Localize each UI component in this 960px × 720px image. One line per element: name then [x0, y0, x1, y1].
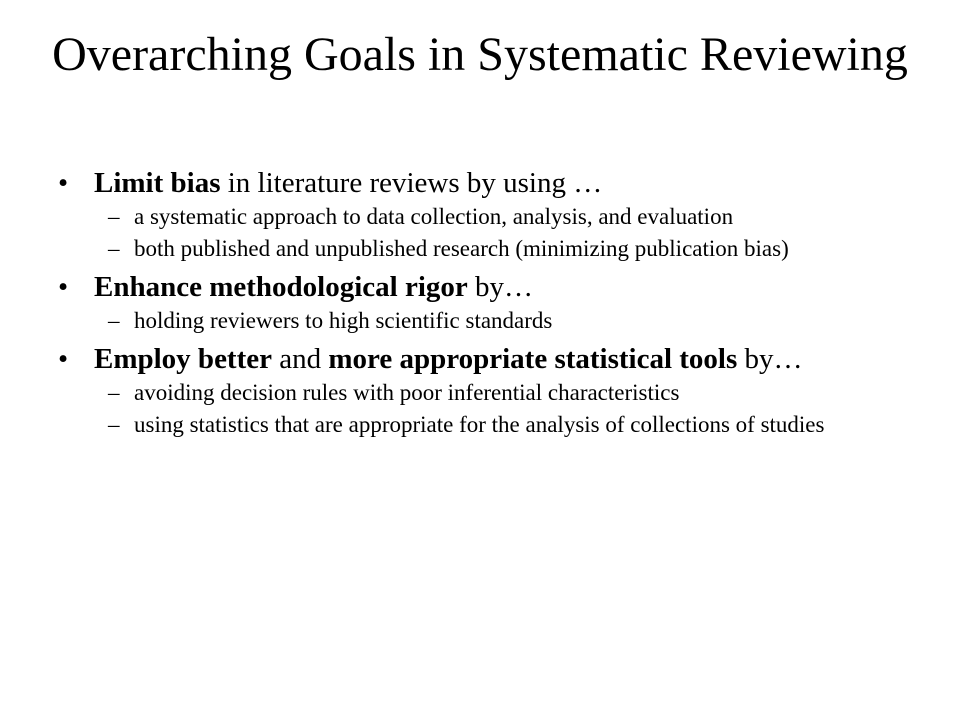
sub-item [58, 412, 938, 438]
bullet-text: by… [467, 271, 534, 303]
sub-item [58, 204, 938, 230]
bullet-bold-text: Enhance methodological rigor [94, 271, 468, 303]
dash-icon: – [108, 308, 120, 333]
dash-icon: – [108, 380, 120, 405]
bullet-bold-text: Limit bias [94, 167, 221, 199]
bullet-bold-text: Employ better [94, 343, 272, 375]
bullet-list [58, 168, 938, 444]
sub-list [58, 380, 938, 438]
sub-item-text: avoiding decision rules with poor inferential characteristics [134, 380, 680, 405]
bullet-text: by… [737, 343, 803, 375]
bullet-text: in literature reviews by using … [220, 167, 603, 199]
dash-icon: – [108, 236, 120, 261]
sub-item [58, 236, 938, 262]
bullet-bold-text: more appropriate statistical tools [328, 343, 738, 375]
bullet-dot-icon: • [58, 271, 69, 303]
sub-list [58, 308, 938, 334]
sub-list [58, 204, 938, 262]
sub-item [58, 308, 938, 334]
bullet-dot-icon: • [58, 167, 69, 199]
bullet-dot-icon: • [58, 343, 69, 375]
bullet-statistical-tools [58, 344, 938, 375]
sub-item-text: holding reviewers to high scientific standards [134, 308, 553, 333]
bullet-limit-bias [58, 168, 938, 199]
bullet-text: and [272, 343, 329, 375]
dash-icon: – [108, 412, 120, 437]
sub-item-text: both published and unpublished research (minimizing publication bias) [134, 236, 789, 261]
slide-title: Overarching Goals in Systematic Reviewing [52, 28, 908, 81]
bullet-methodological-rigor [58, 272, 938, 303]
sub-item [58, 380, 938, 406]
dash-icon: – [108, 204, 120, 229]
sub-item-text: a systematic approach to data collection, analysis, and evaluation [134, 204, 734, 229]
sub-item-text: using statistics that are appropriate for the analysis of collections of studies [134, 412, 825, 437]
